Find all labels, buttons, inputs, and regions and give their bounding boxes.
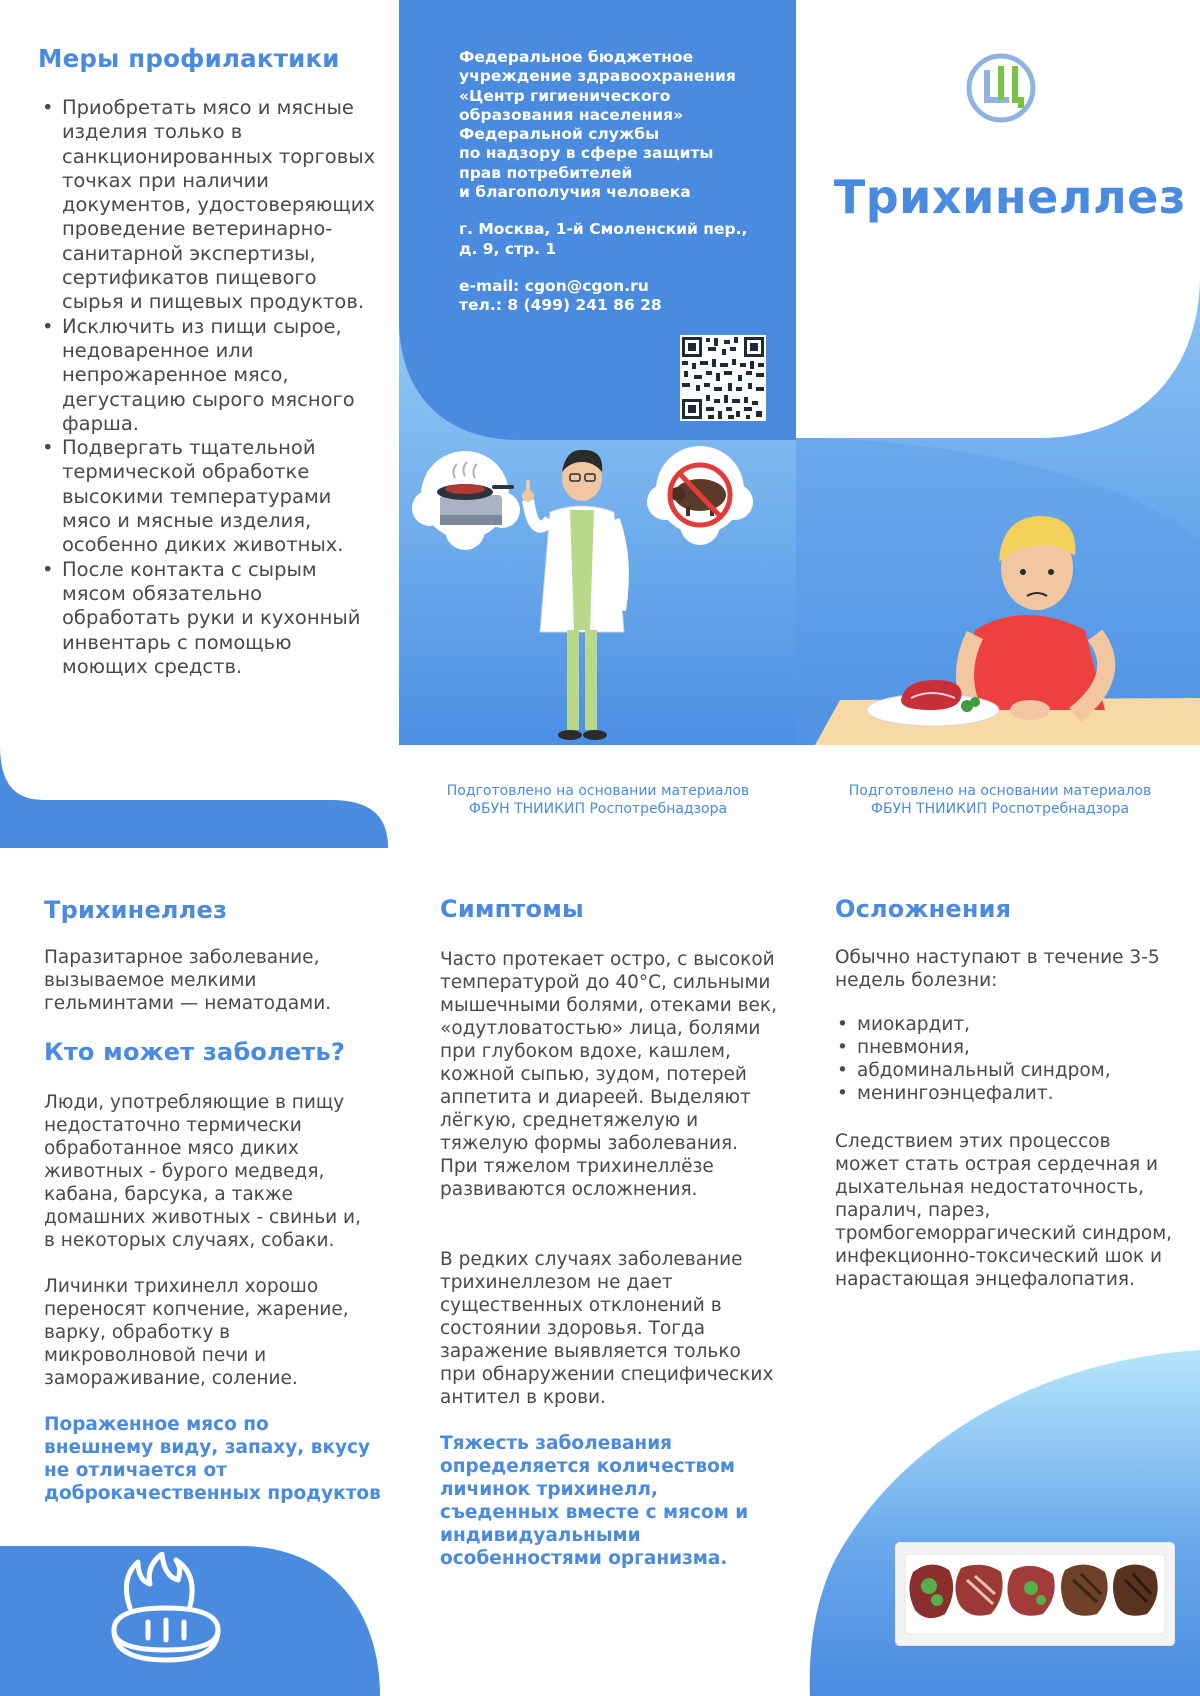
phone-line: тел.: 8 (499) 241 86 28 (459, 296, 662, 315)
steaks-photo (895, 1542, 1175, 1646)
cgon-logo-icon (965, 52, 1037, 124)
cover-title: Трихинеллез (833, 170, 1187, 224)
doctor-figure (522, 450, 624, 740)
larvae-text: Личинки трихинелл хорошо переносят копчение, жарение, варку, обработку в микроволновой печи и замораживание, соление. (44, 1276, 349, 1389)
credit-line: ФБУН ТНИИКИП Роспотребнадзора (468, 801, 728, 817)
list-item: • После контакта с сырым мясом обязательно обработать руки и кухонный инвентарь с помощью моющих средств. (40, 558, 380, 679)
address-line: д. 9, стр. 1 (459, 239, 557, 258)
contact-block (459, 48, 759, 316)
who-text: Люди, употребляющие в пищу недостаточно термически обработанное мясо диких животных - бурого медведя, кабана, барсука, а также домашних животных - свиньи и, в некоторых случаях, собаки. (44, 1092, 361, 1251)
frying-pan-icon (412, 451, 520, 550)
list-item: • менингоэнцефалит. (835, 1082, 1175, 1105)
complications-intro: Обычно наступают в течение 3-5 недель болезни: (835, 947, 1160, 991)
severity-text: Тяжесть заболевания определяется количеством личинок трихинелл, съеденных вместе с мясом и индивидуальными особенностями организма. (440, 1433, 749, 1569)
symptoms-text-2: В редких случаях заболевание трихинеллезом не дает существенных отклонений в состоянии здоровья. Тогда заражение выявляется только при обнаружении специфических антител в крови. (440, 1249, 774, 1408)
doctor-illustration (410, 440, 800, 745)
org-line: прав потребителей (459, 163, 633, 182)
org-line: образования населения» (459, 105, 684, 124)
prevention-list (40, 96, 380, 679)
credit-line: Подготовлено на основании материалов (848, 783, 1152, 799)
complications-outro: Следствием этих процессов может стать острая сердечная и дыхательная недостаточность, паралич, парез, тромбогеморрагический синдром, инфекционно-токсический шок и нарастающая энцефалопатия. (835, 1131, 1173, 1290)
list-item: • пневмония, (835, 1036, 1175, 1059)
qr-code-icon[interactable] (680, 335, 766, 421)
warning-text: Пораженное мясо по внешнему виду, запаху, вкусу не отличается от доброкачественных продуктов (44, 1414, 381, 1504)
list-item: • Исключить из пищи сырое, недоваренное или непрожаренное мясо, дегустацию сырого мясного фарша. (40, 315, 380, 436)
complications-list (835, 1013, 1175, 1105)
credit-middle (398, 782, 798, 818)
about-text: Паразитарное заболевание, вызываемое мелкими гельминтами — нематодами. (44, 947, 332, 1014)
list-item: • абдоминальный синдром, (835, 1059, 1175, 1082)
list-item: • миокардит, (835, 1013, 1175, 1036)
no-boar-icon (647, 446, 753, 545)
symptoms-text-1: Часто протекает остро, с высокой температурой до 40°С, сильными мышечными болями, отеками век, «одутловатостью» лица, болями при глубоком вдохе, кашлем, кожной сыпью, зудом, потерей аппетита и диареей. Выделяют лёгкую, среднетяжелую и тяжелую формы заболевания. При тяжелом трихинеллёзе развиваются осложнения. (440, 949, 777, 1200)
address-line: г. Москва, 1-й Смоленский пер., (459, 220, 748, 239)
prevention-title: Меры профилактики (38, 44, 340, 73)
who-title: Кто может заболеть? (44, 1038, 345, 1066)
man-with-steak-illustration (815, 510, 1200, 745)
credit-line: ФБУН ТНИИКИП Роспотребнадзора (870, 801, 1130, 817)
email-link[interactable]: e-mail: cgon@cgon.ru (459, 276, 649, 295)
list-item: • Подвергать тщательной термической обработке высокими температурами мясо и мясные изделия, особенно диких животных. (40, 436, 380, 557)
complications-title: Осложнения (835, 895, 1012, 923)
about-title: Трихинеллез (44, 896, 228, 924)
org-line: «Центр гигиенического (459, 86, 671, 105)
list-item: • Приобретать мясо и мясные изделия только в санкционированных торговых точках при наличии документов, удостоверяющих проведение ветеринарно-санитарной экспертизы, сертификатов пищевого сырья и пищевых продуктов. (40, 96, 380, 315)
credit-right (800, 782, 1200, 818)
org-line: учреждение здравоохранения (459, 67, 736, 86)
grilled-meat-icon (108, 1552, 226, 1672)
org-line: Федеральной службы (459, 125, 660, 144)
org-line: по надзору в сфере защиты (459, 144, 714, 163)
credit-line: Подготовлено на основании материалов (446, 783, 750, 799)
org-line: и благополучия человека (459, 183, 691, 202)
symptoms-title: Симптомы (440, 895, 584, 923)
org-line: Федеральное бюджетное (459, 48, 694, 66)
